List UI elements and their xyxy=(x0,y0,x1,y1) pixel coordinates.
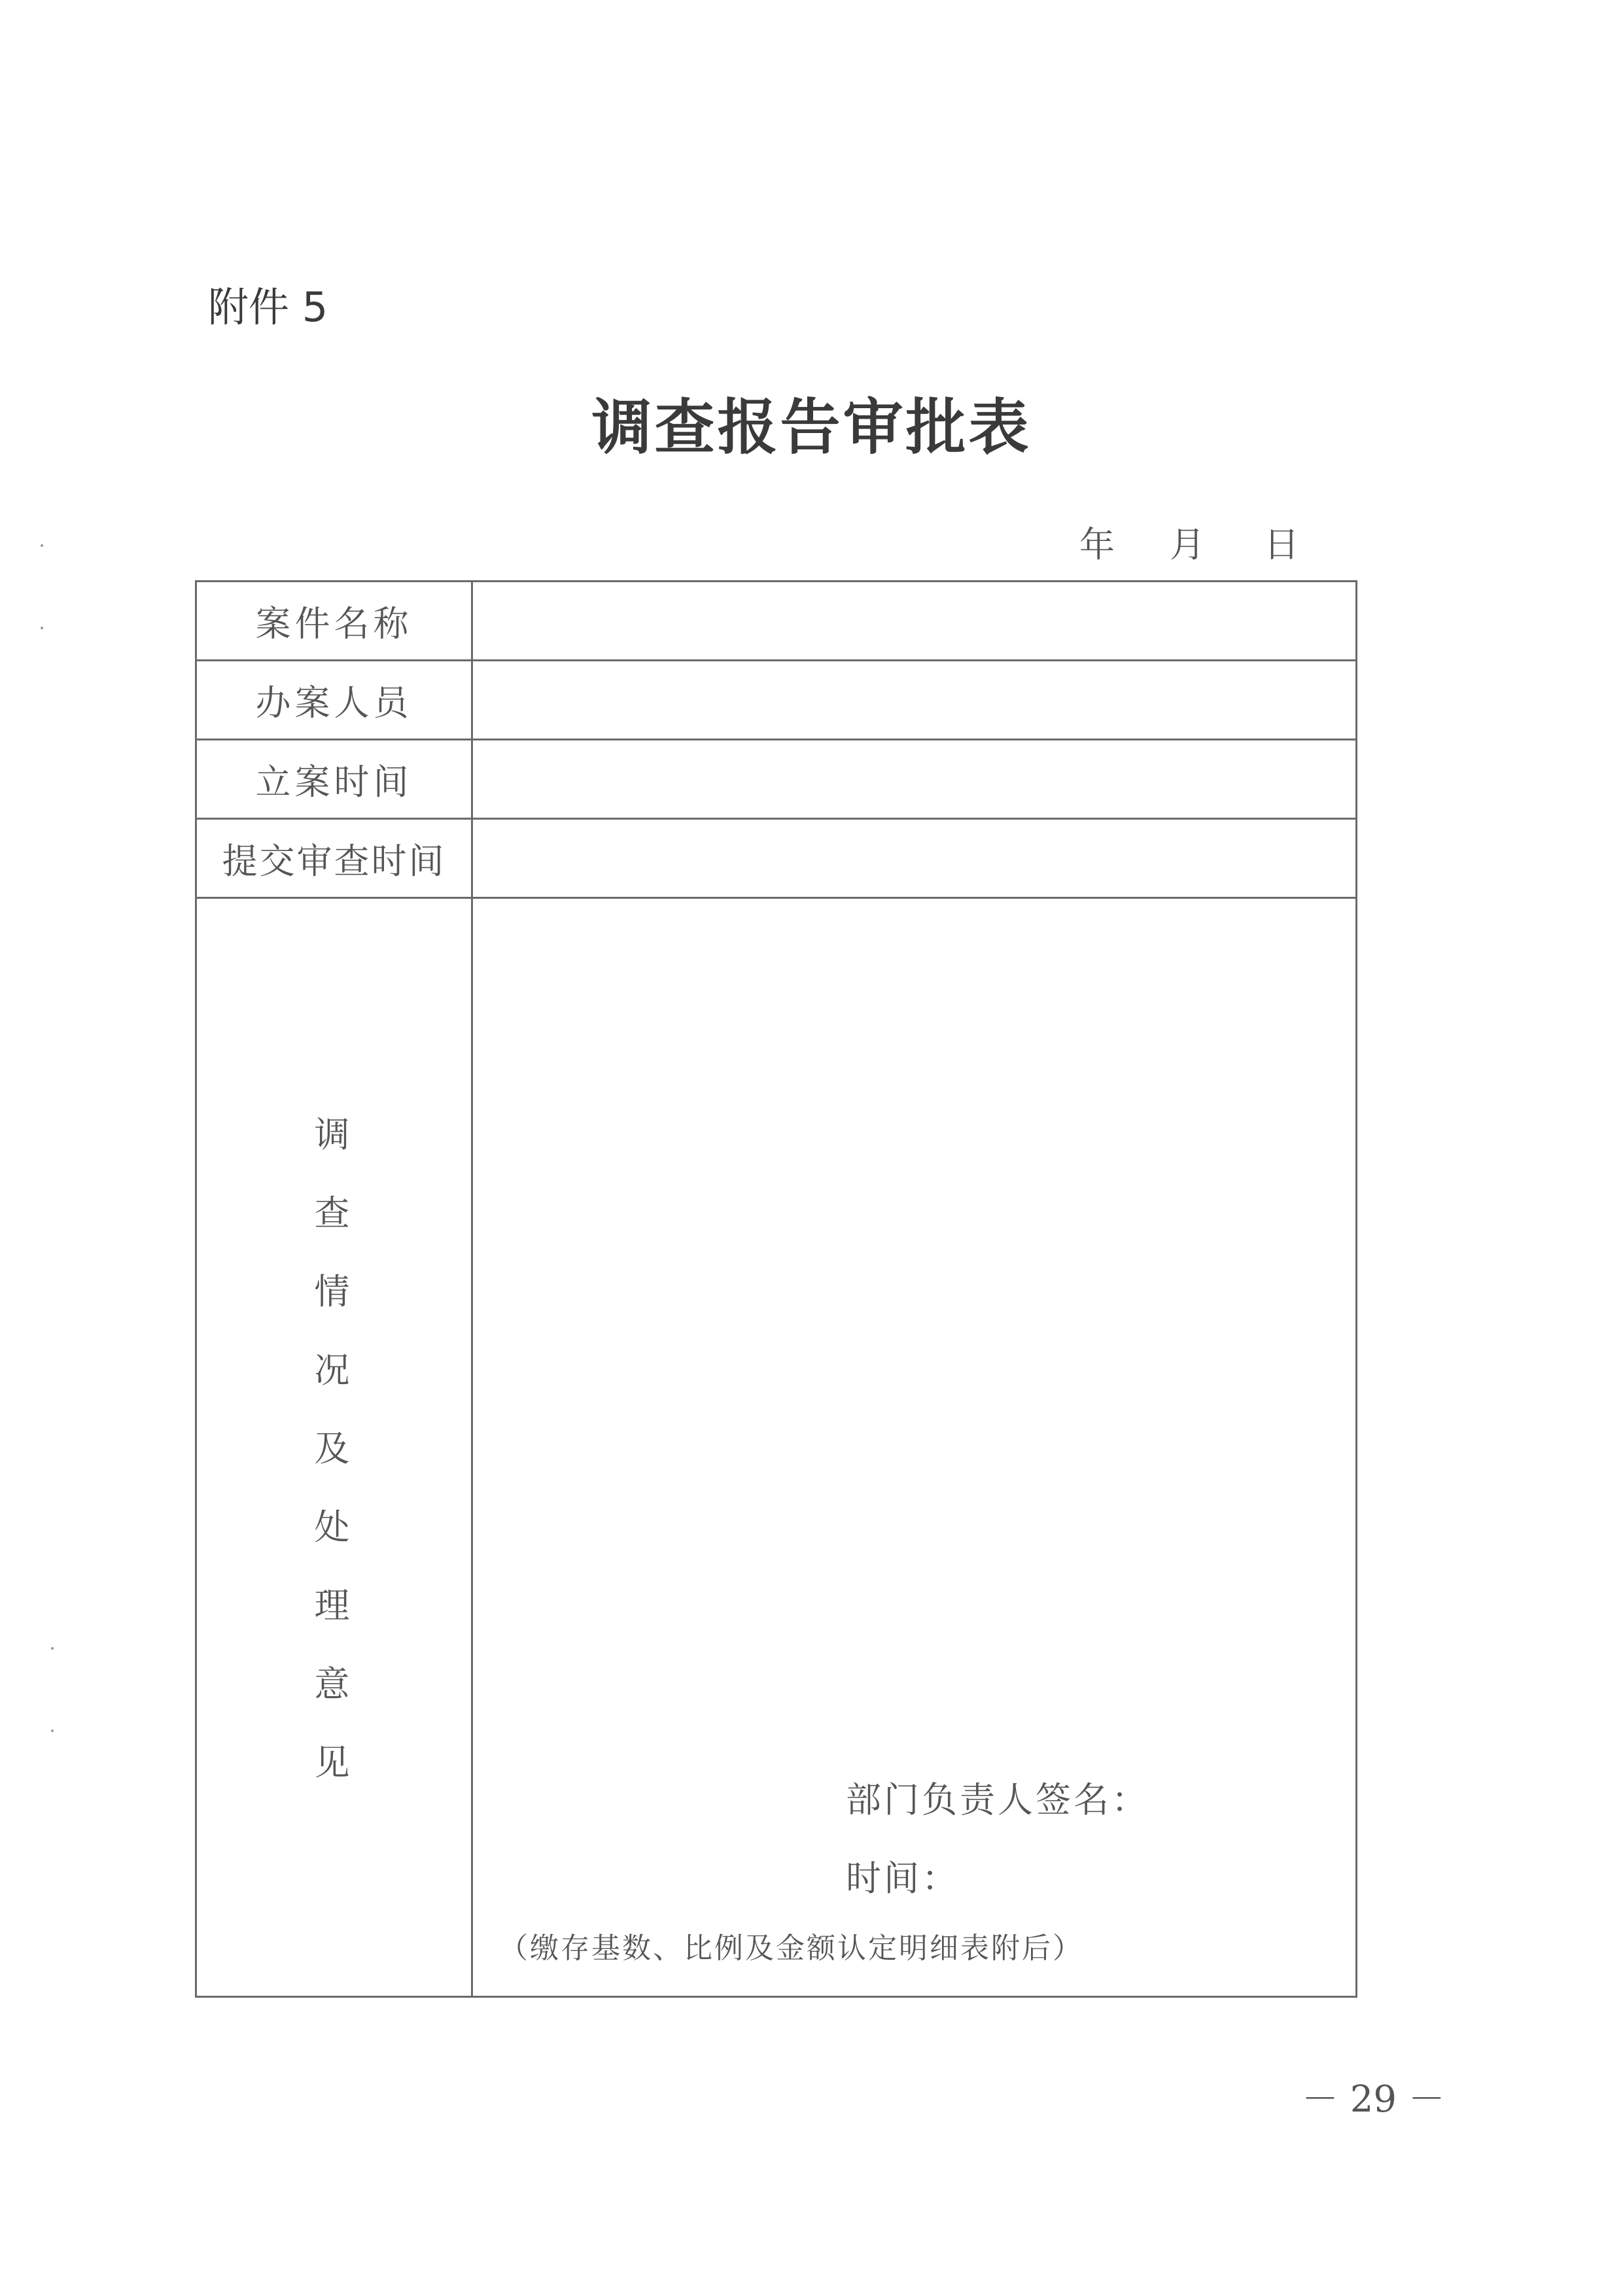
attachment-label: 附件 5 xyxy=(208,283,328,331)
date-month-label: 月 xyxy=(1170,524,1205,565)
date-year-label: 年 xyxy=(1079,524,1115,565)
form-row-opinion xyxy=(196,898,1357,1997)
signature-time-label: 时间： xyxy=(846,1858,960,1899)
opinion-label-char: 调 xyxy=(314,1114,354,1155)
filing-time-field[interactable] xyxy=(472,740,1357,819)
page-number: － 29 － xyxy=(1302,2078,1445,2121)
opinion-label-char: 处 xyxy=(314,1506,354,1548)
document-title: 调查报告审批表 xyxy=(591,392,1032,462)
date-day-label: 日 xyxy=(1264,524,1299,565)
form-row-filing-time xyxy=(196,740,1357,819)
opinion-label-char: 见 xyxy=(314,1742,354,1783)
opinion-field[interactable] xyxy=(472,898,1357,1997)
form-row-case-name xyxy=(196,582,1357,661)
submit-review-time-label: 提交审查时间 xyxy=(196,819,472,898)
opinion-label-char: 及 xyxy=(314,1428,354,1469)
opinion-content xyxy=(473,899,1355,1996)
approval-form-table xyxy=(195,580,1357,1998)
opinion-label-char: 查 xyxy=(314,1192,354,1234)
case-name-field[interactable] xyxy=(472,582,1357,661)
scan-speck xyxy=(51,1730,54,1732)
handling-staff-field[interactable] xyxy=(472,661,1357,740)
opinion-label-char: 意 xyxy=(314,1663,354,1705)
opinion-label-char: 情 xyxy=(314,1271,354,1312)
opinion-label-char: 况 xyxy=(314,1349,354,1391)
scan-speck xyxy=(41,544,43,547)
opinion-vertical-label xyxy=(197,899,471,1996)
filing-time-label: 立案时间 xyxy=(196,740,472,819)
form-row-handling-staff xyxy=(196,661,1357,740)
scan-speck xyxy=(51,1647,54,1650)
handling-staff-label: 办案人员 xyxy=(196,661,472,740)
attachment-note: （缴存基数、比例及金额认定明细表附后） xyxy=(499,1932,1083,1965)
form-row-submit-time xyxy=(196,819,1357,898)
department-head-signature-label: 部门负责人签名： xyxy=(846,1779,1149,1820)
opinion-label-cell xyxy=(196,898,472,1997)
submit-review-time-field[interactable] xyxy=(472,819,1357,898)
opinion-label-char: 理 xyxy=(314,1585,354,1626)
scan-speck xyxy=(41,627,43,629)
case-name-label: 案件名称 xyxy=(196,582,472,661)
